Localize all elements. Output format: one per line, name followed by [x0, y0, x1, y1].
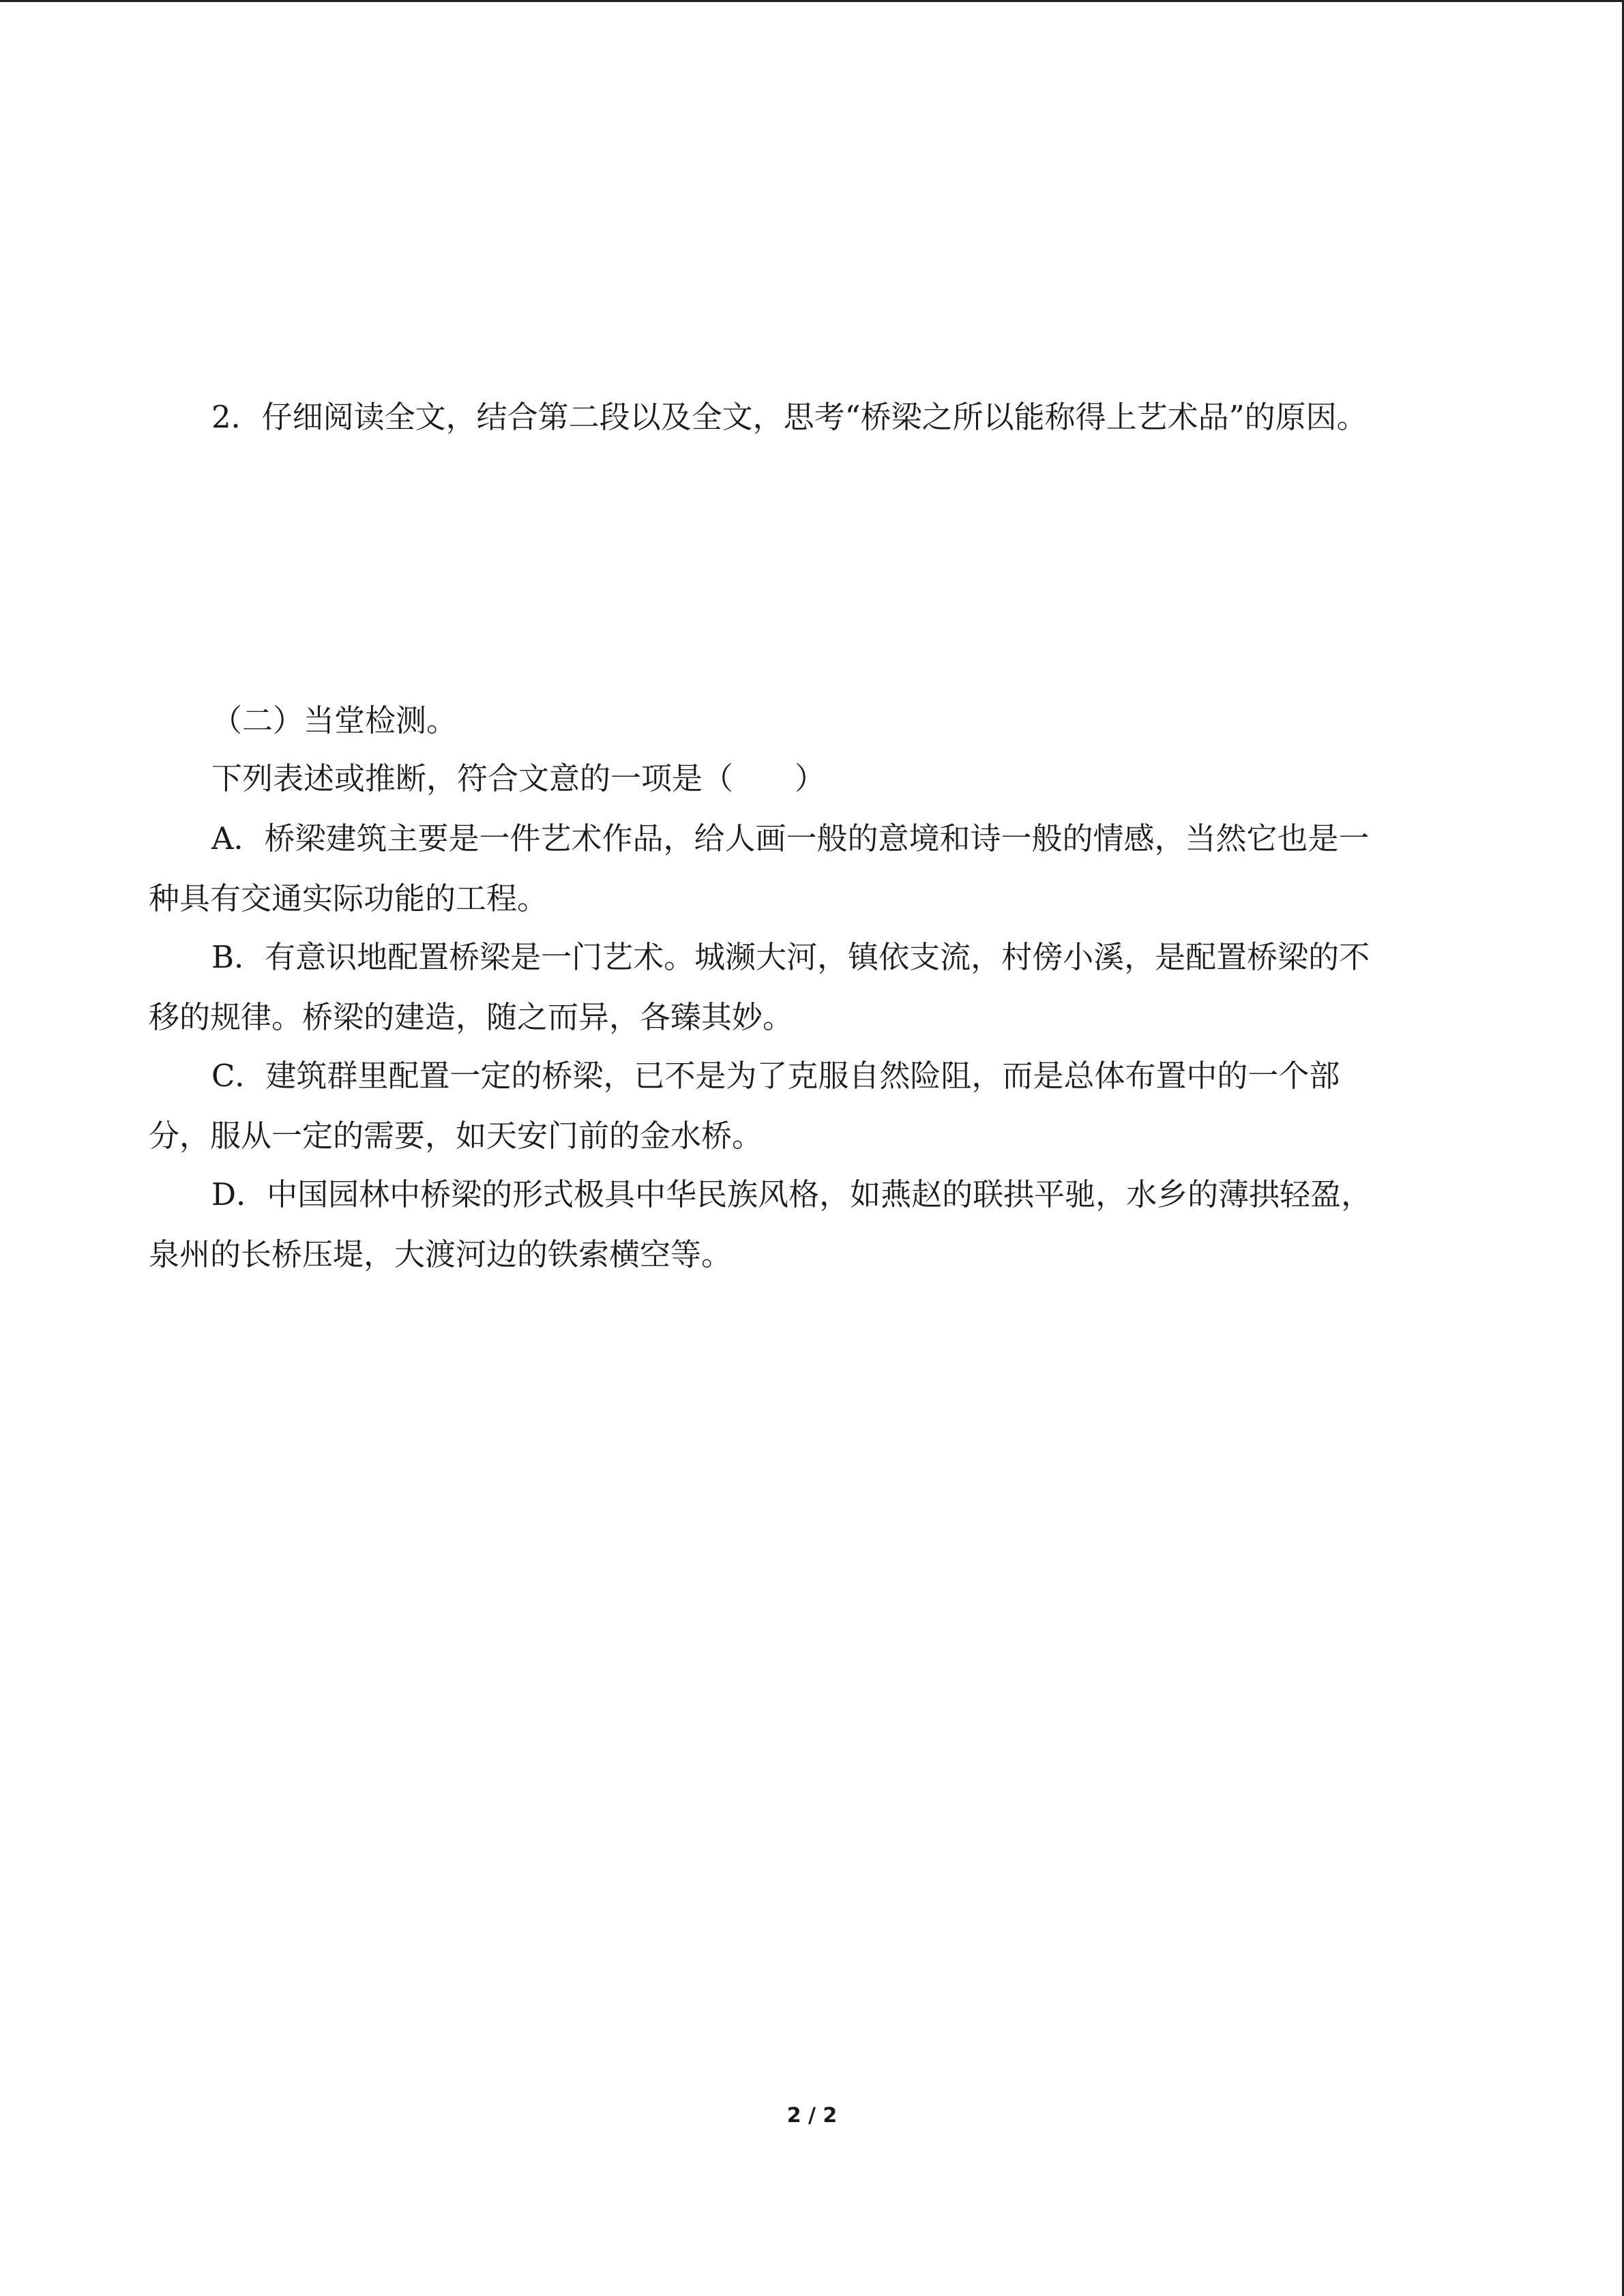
- page-number: 2 / 2: [786, 2104, 838, 2128]
- option-a-line-2: 种具有交通实际功能的工程。: [149, 880, 548, 916]
- option-b-line-2: 移的规律。桥梁的建造，随之而异，各臻其妙。: [149, 999, 794, 1035]
- option-b-line-1: B．有意识地配置桥梁是一门艺术。城濒大河，镇依支流，村傍小溪，是配置桥梁的不: [211, 939, 1370, 975]
- question-lead: 下列表述或推断，符合文意的一项是（ ）: [211, 760, 826, 796]
- option-b: [149, 927, 1475, 1047]
- option-c-line-1: C．建筑群里配置一定的桥梁，已不是为了克服自然险阻，而是总体布置中的一个部: [211, 1058, 1340, 1094]
- option-d-line-1: D．中国园林中桥梁的形式极具中华民族风格，如燕赵的联拱平驰，水乡的薄拱轻盈，: [211, 1176, 1372, 1212]
- option-c: [149, 1046, 1475, 1166]
- option-a: [149, 809, 1475, 929]
- question-2: 2．仔细阅读全文，结合第二段以及全文，思考“桥梁之所以能称得上艺术品”的原因。: [211, 399, 1368, 435]
- option-d: [149, 1165, 1475, 1285]
- section-heading: （二）当堂检测。: [211, 702, 458, 739]
- option-a-line-1: A．桥梁建筑主要是一件艺术作品，给人画一般的意境和诗一般的情感，当然它也是一: [211, 820, 1370, 856]
- option-d-line-2: 泉州的长桥压堤，大渡河边的铁索横空等。: [149, 1236, 733, 1272]
- option-c-line-2: 分，服从一定的需要，如天安门前的金水桥。: [149, 1118, 763, 1154]
